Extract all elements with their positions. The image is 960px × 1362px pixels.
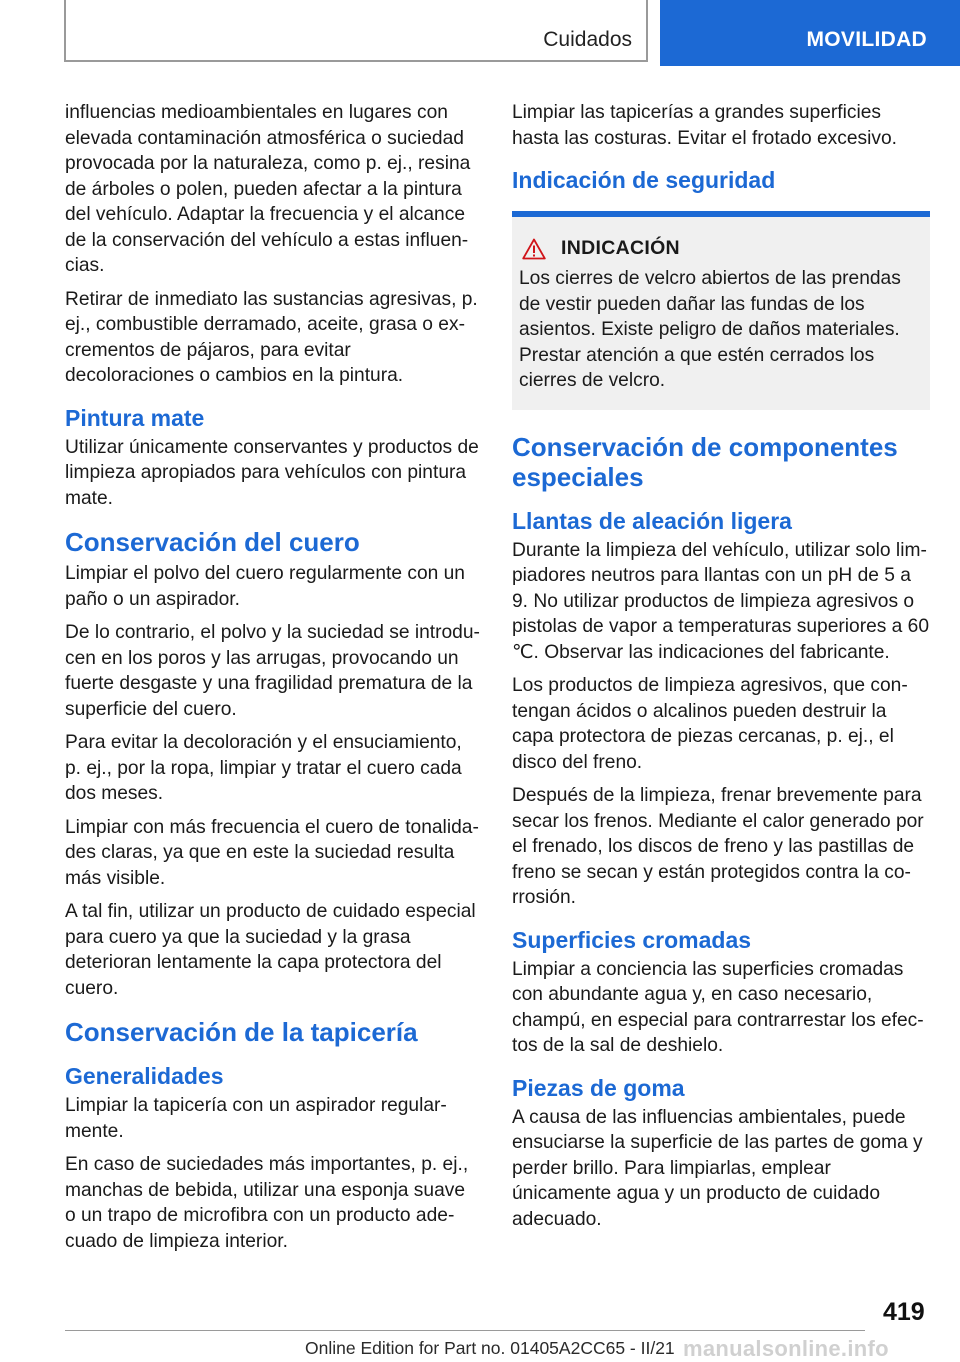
chapter-tab-label: MOVILIDAD xyxy=(806,28,927,51)
paragraph-alloy-2: Los productos de limpieza agresivos, que contengan ácidos o alcalinos pueden destruir la capa protectora de piezas cercanas, p. ej., el disco del freno. xyxy=(512,675,908,773)
heading-chrome-surfaces: Superficies cromadas xyxy=(512,926,752,953)
notice-text: Los cierres de velcro abiertos de las prendas de vestir pueden dañar las fundas de los asientos. Existe peligro de daños materiales. Prestar atención a que estén cerrados los cierres de velcro. xyxy=(519,268,901,391)
header-tabs xyxy=(0,0,960,66)
notice-header xyxy=(522,237,922,260)
paragraph-leather-2: De lo contrario, el polvo y la suciedad se introducen en los poros y las arrugas, provocando un fuerte desgaste y una fragilidad prematura de la superficie del cuero. xyxy=(65,622,480,720)
paragraph-leather-1: Limpiar el polvo del cuero regularmente con un paño o un aspirador. xyxy=(65,563,465,610)
paragraph-alloy-1: Durante la limpieza del vehículo, utilizar solo limpiadores neutros para llantas con un pH de 5 a 9. No utilizar productos de limpieza agresivos o pistolas de vapor a temperaturas superiores a 60 ℃. Observar las indicaciones del fabricante. xyxy=(512,539,930,663)
watermark: manualsonline.info xyxy=(683,1336,889,1361)
paragraph-environment: influencias medioambientales en lugares con elevada contaminación atmosférica o suciedad provocada por la naturaleza, como p. ej., resina de árboles o polen, pueden afectar a la pintura del vehículo. Adaptar la frecuencia y el alcance de la conservación del vehículo a estas influencias. xyxy=(65,102,471,276)
notice-label: INDICACIÓN xyxy=(561,237,680,259)
notice-box xyxy=(512,211,930,410)
left-column xyxy=(65,100,480,1262)
paragraph-upholstery-cleaning: Limpiar las tapicerías a grandes superficies hasta las costuras. Evitar el frotado excesivo. xyxy=(512,102,897,149)
paragraph-general-1: Limpiar la tapicería con un aspirador regularmente. xyxy=(65,1095,447,1142)
chapter-tab xyxy=(660,0,960,66)
paragraph-matte-paint: Utilizar únicamente conservantes y productos de limpieza apropiados para vehículos con pintura mate. xyxy=(65,436,479,509)
paragraph-alloy-3: Después de la limpieza, frenar brevemente para secar los frenos. Mediante el calor generado por el frenado, los discos de freno y las pastillas de freno se secan y están protegidos contra la corrosión. xyxy=(512,785,924,908)
heading-alloy-wheels: Llantas de aleación ligera xyxy=(512,507,792,534)
paragraph-aggressive-substances: Retirar de inmediato las sustancias agresivas, p. ej., combustible derramado, aceite, grasa o excrementos de pájaros, para evitar decoloraciones o cambios en la pintura. xyxy=(65,288,478,386)
heading-special-components: Conservación de componentes especiales xyxy=(512,431,898,492)
heading-rubber-parts: Piezas de goma xyxy=(512,1074,685,1101)
section-tab xyxy=(64,0,648,62)
paragraph-rubber: A causa de las influencias ambientales, puede ensuciarse la superficie de las partes de goma y perder brillo. Para limpiarlas, emplear únicamente agua y un producto de cuidado adecuado. xyxy=(512,1106,923,1230)
page-number: 419 xyxy=(883,1298,925,1326)
heading-safety-note: Indicación de seguridad xyxy=(512,167,776,193)
footer-divider xyxy=(65,1330,865,1331)
warning-triangle-icon xyxy=(522,238,546,260)
paragraph-leather-3: Para evitar la decoloración y el ensuciamiento, p. ej., por la ropa, limpiar y tratar el cuero cada dos meses. xyxy=(65,732,462,804)
heading-leather-care: Conservación del cuero xyxy=(65,527,360,557)
section-tab-label: Cuidados xyxy=(543,28,632,51)
footer-edition: Online Edition for Part no. 01405A2CC65 - II/21 xyxy=(305,1338,675,1358)
paragraph-chrome: Limpiar a conciencia las superficies cromadas con abundante agua y, en caso necesario, champú, en especial para contrarrestar los efectos de la sal de deshielo. xyxy=(512,958,924,1056)
paragraph-leather-5: A tal fin, utilizar un producto de cuidado especial para cuero ya que la suciedad y la grasa deterioran lentamente la capa protectora del cuero. xyxy=(65,901,476,999)
heading-matte-paint: Pintura mate xyxy=(65,404,205,431)
paragraph-general-2: En caso de suciedades más importantes, p. ej., manchas de bebida, utilizar una esponja suave o un trapo de microfibra con un producto adecuado de limpieza interior. xyxy=(65,1154,469,1252)
heading-general: Generalidades xyxy=(65,1063,224,1089)
right-column xyxy=(512,100,930,1240)
heading-upholstery-care: Conservación de la tapicería xyxy=(65,1017,418,1047)
paragraph-leather-4: Limpiar con más frecuencia el cuero de tonalidades claras, ya que en este la suciedad resulta más visible. xyxy=(65,816,479,889)
